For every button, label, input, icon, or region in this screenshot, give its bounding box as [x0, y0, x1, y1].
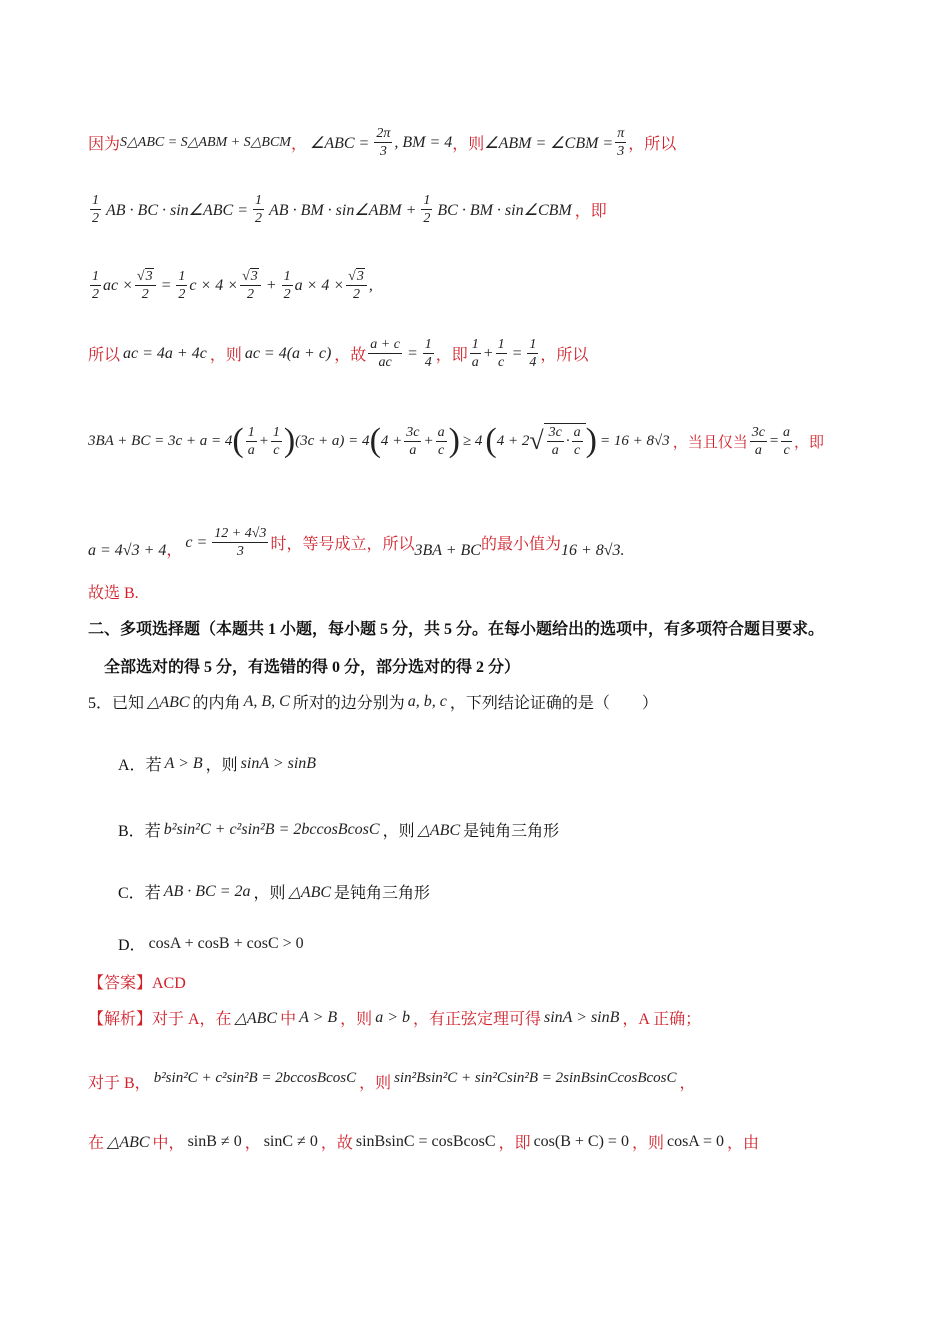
- denominator: c: [574, 443, 581, 458]
- text: ，即: [794, 434, 825, 451]
- text: 中: [280, 1011, 297, 1028]
- text: 中，: [152, 1135, 185, 1152]
- math-min-value: 16 + 8√3: [560, 542, 621, 559]
- paren-left: (: [485, 422, 497, 459]
- text: ，即: [435, 347, 468, 364]
- math-c: c =: [185, 533, 208, 551]
- denominator: ac: [378, 355, 392, 370]
- denominator: c: [497, 355, 505, 370]
- text: 【解析】对于 A，在: [88, 1011, 232, 1028]
- numerator: √3: [135, 268, 156, 286]
- denominator: 4: [529, 355, 537, 370]
- math-sides: a, b, c: [407, 692, 447, 710]
- text: 在: [88, 1135, 105, 1152]
- text: 因为: [88, 136, 121, 153]
- analysis-line-1: [88, 1006, 890, 1029]
- text: 所对的边分别为: [292, 695, 405, 712]
- paren-left: (: [369, 422, 381, 459]
- math-area-equation: S△ABC = S△ABM + S△BCM: [120, 135, 291, 150]
- paren-right: ): [585, 422, 597, 459]
- math-triangle: △ABC: [147, 693, 190, 711]
- fraction: [547, 424, 564, 459]
- math-term: a > b: [375, 1008, 410, 1026]
- numerator: π: [617, 126, 625, 141]
- sqrt-body: [544, 423, 586, 459]
- math-term: 4 +: [380, 432, 403, 449]
- fraction: [496, 336, 507, 371]
- math-triangle: △ABC: [107, 1133, 150, 1151]
- denominator: 2: [178, 287, 186, 302]
- denominator: c: [783, 442, 790, 458]
- text: ，则: [253, 885, 286, 902]
- text: ，故: [320, 1135, 353, 1152]
- text: ，所以: [540, 347, 589, 364]
- math-plus: +: [423, 432, 434, 449]
- math-a-value: a = 4√3 + 4: [88, 542, 167, 559]
- denominator: 2: [283, 287, 291, 302]
- math-term: AB · BC = 2a: [163, 882, 251, 900]
- option-a[interactable]: [118, 752, 890, 775]
- math-term: sinA > sinB: [240, 754, 317, 772]
- solution-line-relation: [88, 336, 890, 371]
- math-term: c × 4 ×: [189, 276, 239, 294]
- denominator: a: [247, 442, 255, 458]
- math-term: ac ×: [103, 276, 133, 294]
- numerator: 1: [178, 269, 186, 284]
- fraction: [374, 125, 392, 160]
- numerator: a: [573, 425, 581, 440]
- fraction-root3-half: [346, 268, 367, 303]
- numerator: 1: [424, 337, 432, 352]
- math-term: cosA + cosB + cosC > 0: [148, 934, 304, 952]
- text: ，有正弦定理可得: [412, 1011, 541, 1028]
- paren-left: (: [232, 422, 244, 459]
- fraction: [212, 525, 268, 560]
- fraction: [527, 336, 538, 371]
- numerator: 3c: [751, 424, 765, 440]
- section-heading-line1: 二、多项选择题（本题共 1 小题，每小题 5 分，共 5 分。在每小题给出的选项中，有多项符合题目要求。: [88, 621, 825, 638]
- math-term: A > B: [299, 1008, 338, 1026]
- text: ，: [679, 1075, 696, 1092]
- math-term: sinB ≠ 0: [187, 1132, 242, 1150]
- fraction: [368, 336, 402, 371]
- text: ，下列结论证确的是（ ）: [449, 695, 658, 712]
- analysis-line-3: [88, 1130, 890, 1153]
- numerator: 1: [423, 193, 431, 208]
- math-term: a × 4 ×: [294, 276, 345, 294]
- fraction-half: [176, 268, 187, 303]
- math-term: sinBsinC = cosBcosC: [355, 1132, 496, 1150]
- solution-line-substitution: [88, 268, 890, 303]
- denominator: c: [273, 442, 280, 458]
- math-plus: +: [265, 276, 277, 294]
- math-term: cosA = 0: [666, 1132, 724, 1150]
- math-result: = 16 + 8√3: [599, 432, 670, 449]
- math-term: A > B: [164, 754, 203, 772]
- numerator: 1: [272, 424, 280, 440]
- math-dot: ·: [565, 433, 570, 449]
- option-label: B．: [118, 823, 145, 840]
- math-term: b²sin²C + c²sin²B = 2bccosBcosC: [163, 820, 380, 838]
- math-term: 3BA + BC = 3c + a = 4: [88, 432, 233, 449]
- math-plus: +: [482, 344, 494, 362]
- text: 的最小值为: [480, 536, 561, 553]
- fraction: [246, 424, 257, 459]
- option-label: D．: [118, 937, 146, 954]
- math-term: BC · BM · sin∠CBM: [437, 201, 572, 219]
- radicand: 3: [250, 269, 258, 284]
- math-term: △ABC: [288, 883, 332, 901]
- solution-line-equality: [88, 525, 890, 560]
- section-heading-line2: 全部选对的得 5 分，有选错的得 0 分，部分选对的得 2 分）: [104, 659, 521, 676]
- math-ac: ac = 4a + 4c: [123, 344, 207, 362]
- radicand: 3: [356, 269, 364, 284]
- math-term: sin²Bsin²C + sin²Csin²B = 2sinBsinCcosBcosC: [394, 1070, 677, 1086]
- conclusion-line: 故选 B.: [88, 585, 139, 602]
- math-angles: A, B, C: [243, 692, 290, 710]
- text: ，即: [574, 203, 607, 220]
- numerator: 1: [255, 193, 263, 208]
- fraction-half: [90, 268, 101, 303]
- text: ，: [166, 542, 183, 559]
- numerator: 1: [497, 337, 505, 352]
- denominator: 2: [92, 211, 99, 226]
- math-term: (3c + a) = 4: [295, 432, 370, 449]
- numerator: 2π: [376, 126, 391, 141]
- numerator: 1: [247, 424, 255, 440]
- radicand: 3: [145, 269, 153, 284]
- sqrt-sign: √: [529, 426, 544, 455]
- denominator: 2: [353, 287, 361, 302]
- numerator: √3: [346, 268, 367, 286]
- text: ，则: [205, 757, 238, 774]
- analysis-line-2: [88, 1070, 890, 1093]
- numerator: 3c: [548, 425, 562, 440]
- fraction: [423, 336, 434, 371]
- denominator: a: [471, 355, 479, 370]
- math-geq: ≥ 4: [462, 432, 483, 449]
- math-term: 4 + 2: [496, 432, 530, 449]
- denominator: a: [551, 443, 559, 458]
- fraction-half: [282, 268, 293, 303]
- math-angle-abc: ∠ABC =: [309, 134, 370, 152]
- math-expression: 3BA + BC: [414, 542, 481, 559]
- math-term: sinC ≠ 0: [263, 1132, 318, 1150]
- option-c[interactable]: [118, 880, 890, 903]
- option-label: C．: [118, 885, 145, 902]
- math-term: cos(B + C) = 0: [533, 1132, 629, 1150]
- denominator: 2: [141, 287, 149, 302]
- fraction: [436, 424, 447, 459]
- numerator: 1: [471, 337, 479, 352]
- text: ，则: [631, 1135, 664, 1152]
- text: ，则: [452, 136, 485, 153]
- denominator: a: [754, 442, 762, 458]
- numerator: 3c: [406, 424, 420, 440]
- denominator: 3: [617, 144, 625, 159]
- text: ，由: [727, 1135, 760, 1152]
- option-label: A．: [118, 757, 146, 774]
- text: ，则: [209, 347, 242, 364]
- text: 若: [144, 823, 161, 840]
- numerator: 1: [283, 269, 291, 284]
- solution-line-area-split: [88, 125, 890, 160]
- math-bm: , BM = 4: [394, 133, 453, 151]
- fraction-root3-half: [240, 268, 261, 303]
- denominator: 3: [236, 544, 244, 559]
- math-triangle: △ABC: [234, 1009, 278, 1027]
- option-b[interactable]: [118, 818, 890, 841]
- numerator: 1: [92, 269, 99, 284]
- text: 若: [144, 885, 161, 902]
- text: 所以: [88, 347, 121, 364]
- numerator: 1: [529, 337, 537, 352]
- math-equals: =: [768, 432, 780, 449]
- numerator: a: [783, 424, 791, 440]
- text: ，即: [498, 1135, 531, 1152]
- math-term: AB · BC · sin∠ABC =: [106, 201, 249, 219]
- denominator: 2: [92, 287, 99, 302]
- fraction-half: [421, 192, 432, 227]
- math-plus: +: [258, 432, 269, 449]
- math-ac2: ac = 4(a + c): [244, 344, 332, 362]
- text: ，则: [382, 823, 415, 840]
- text: ，故: [334, 347, 367, 364]
- fraction-half: [90, 192, 101, 227]
- denominator: 2: [246, 287, 254, 302]
- question-5-stem: [88, 690, 890, 713]
- text: ，当且仅当: [672, 434, 748, 451]
- fraction: [470, 336, 481, 371]
- math-term: sinA > sinB: [544, 1008, 620, 1026]
- math-angle-equal: ∠ABM = ∠CBM =: [484, 134, 614, 152]
- text: 是钝角三角形: [334, 885, 431, 902]
- fraction: [615, 125, 626, 160]
- denominator: 2: [423, 211, 431, 226]
- numerator: a: [437, 424, 445, 440]
- fraction: [404, 424, 421, 459]
- denominator: a: [409, 442, 417, 458]
- text: 对于 B，: [88, 1075, 151, 1092]
- text: 5．已知: [88, 695, 145, 712]
- text-period: .: [620, 542, 625, 559]
- text: 是钝角三角形: [463, 823, 560, 840]
- math-term: △ABC: [417, 821, 461, 839]
- math-term: b²sin²C + c²sin²B = 2bccosBcosC: [153, 1070, 357, 1086]
- fraction: [572, 424, 583, 459]
- text: ，所以: [628, 136, 677, 153]
- math-equals: =: [160, 276, 172, 294]
- text: ，A 正确；: [622, 1011, 702, 1028]
- math-comma: ,: [368, 276, 373, 294]
- text: ，: [244, 1135, 261, 1152]
- numerator: 12 + 4√3: [214, 526, 267, 541]
- math-equals: =: [406, 344, 418, 362]
- text: 若: [145, 757, 162, 774]
- text: 的内角: [192, 695, 241, 712]
- text: ，则: [359, 1075, 392, 1092]
- numerator: a + c: [370, 337, 400, 352]
- fraction-half: [253, 192, 264, 227]
- math-equals: =: [511, 344, 523, 362]
- denominator: 4: [424, 355, 432, 370]
- math-term: AB · BM · sin∠ABM +: [269, 201, 417, 219]
- fraction-root3-half: [135, 268, 156, 303]
- text: 时，等号成立，所以: [270, 536, 415, 553]
- answer-line: 【答案】ACD: [88, 975, 186, 992]
- numerator: √3: [240, 268, 261, 286]
- denominator: c: [438, 442, 445, 458]
- solution-line-inequality: [88, 422, 890, 460]
- denominator: 3: [379, 144, 387, 159]
- numerator: 1: [92, 193, 99, 208]
- solution-line-area-formula: [88, 192, 890, 227]
- fraction: [271, 424, 282, 459]
- text: ，则: [340, 1011, 373, 1028]
- denominator: 2: [255, 211, 263, 226]
- fraction: [781, 424, 792, 459]
- paren-right: ): [283, 422, 296, 459]
- option-d[interactable]: [118, 932, 890, 955]
- fraction: [750, 424, 767, 459]
- paren-right: ): [448, 422, 460, 459]
- text: ，: [290, 136, 307, 153]
